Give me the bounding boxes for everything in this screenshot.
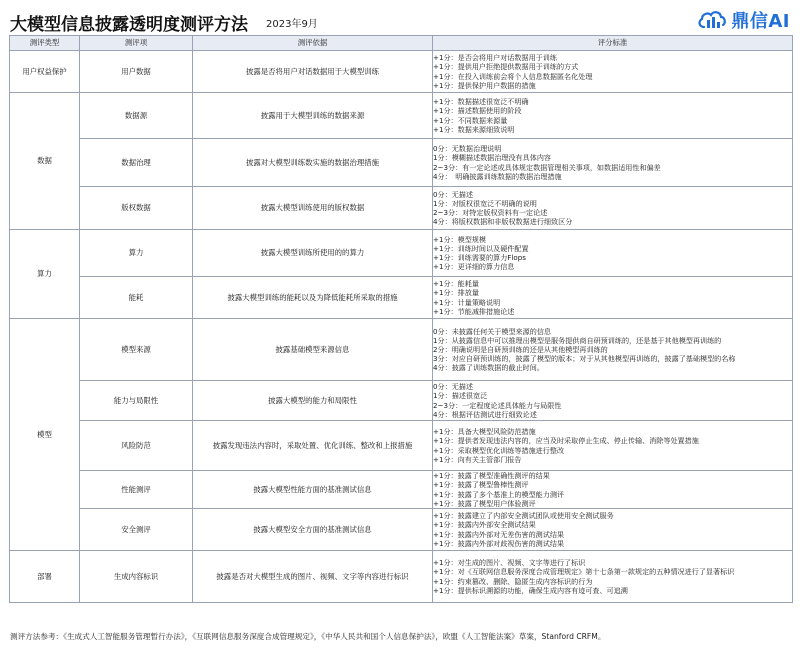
basis-cell: 披露发现违法内容时，采取处置、优化训练、整改和上报措施	[193, 421, 433, 471]
footer-reference: 测评方法参考：《生成式人工智能服务管理暂行办法》，《互联网信息服务深度合成管理规定》，《中华人民共和国个人信息保护法》，欧盟《人工智能法案》草案，Stanford CRFM。	[10, 632, 606, 641]
brand-logo	[697, 8, 790, 32]
column-header-category: 测评类型	[10, 36, 80, 51]
criteria-line: +1分：能耗量	[433, 279, 479, 289]
item-cell: 数据治理	[80, 139, 193, 187]
criteria-line: +1分：训练时间以及硬件配置	[433, 243, 529, 253]
criteria-line: +1分：提供用户拒绝提供数据用于训练的方式	[433, 62, 579, 72]
item-cell: 性能测评	[80, 471, 193, 509]
criteria-cell	[433, 51, 793, 93]
criteria-line: 2~3分：一定程度论述具体能力与局限性	[433, 400, 562, 410]
criteria-line: +1分：披露建立了内部安全测试团队或使用安全测试服务	[433, 511, 614, 521]
basis-cell: 披露大模型训练的能耗以及为降低能耗所采取的措施	[193, 277, 433, 319]
criteria-line: +1分：提供者发现违法内容的，应当及时采取停止生成、停止传输、消除等处置措施	[433, 436, 699, 446]
item-cell: 安全测评	[80, 509, 193, 551]
basis-cell: 披露对大模型训练数实施的数据治理措施	[193, 139, 433, 187]
criteria-line: +1分：是否会将用户对话数据用于训练	[433, 53, 557, 63]
item-cell: 算力	[80, 230, 193, 277]
table-row	[10, 139, 793, 187]
item-cell: 生成内容标识	[80, 551, 193, 603]
basis-cell: 披露用于大模型训练的数据来源	[193, 93, 433, 139]
column-header-basis: 测评依据	[193, 36, 433, 51]
item-cell: 能力与局限性	[80, 381, 193, 421]
criteria-line: +1分：披露内外部对无差伤害的测试结果	[433, 529, 565, 539]
criteria-cell	[433, 319, 793, 381]
column-header-criteria: 评分标准	[433, 36, 793, 51]
criteria-line: +1分：提供标识溯源的功能，确保生成内容有迹可查、可追溯	[433, 585, 628, 595]
criteria-line: +1分：披露了模型鲁棒性测评	[433, 480, 529, 490]
criteria-line: +1分：对生成的图片、视频、文字等进行了标识	[433, 558, 586, 568]
criteria-line: 4分：将版权数据和非版权数据进行细致区分	[433, 217, 573, 227]
criteria-line: 4分： 明确披露训练数据的数据治理措施	[433, 171, 562, 181]
criteria-line: 1分：对版权很宽泛不明确的说明	[433, 198, 537, 208]
criteria-line: 0分：未披露任何关于模型来源的信息	[433, 326, 552, 336]
criteria-line: +1分：提供保护用户数据的措施	[433, 80, 536, 90]
table-row	[10, 230, 793, 277]
criteria-cell	[433, 277, 793, 319]
criteria-cell	[433, 471, 793, 509]
basis-cell: 披露是否对大模型生成的图片、视频、文字等内容进行标识	[193, 551, 433, 603]
table-row	[10, 187, 793, 230]
table-row	[10, 93, 793, 139]
table-row	[10, 381, 793, 421]
cloud-logo-icon	[697, 9, 727, 31]
table-row	[10, 421, 793, 471]
table-row	[10, 277, 793, 319]
category-cell: 部署	[10, 551, 80, 603]
criteria-line: 1分：从披露信息中可以推理出模型是服务提供商自研预训练的，还是基于其他模型再训练的	[433, 335, 722, 345]
basis-cell: 披露大模型性能方面的基准测试信息	[193, 471, 433, 509]
criteria-cell	[433, 509, 793, 551]
item-cell: 模型来源	[80, 319, 193, 381]
basis-cell: 披露大模型的能力和局限性	[193, 381, 433, 421]
criteria-line: +1分：在投入训练前会将个人信息数据匿名化处理	[433, 71, 593, 81]
criteria-cell	[433, 139, 793, 187]
criteria-line: +1分：披露了模型准确性测评的结果	[433, 471, 550, 481]
criteria-cell	[433, 187, 793, 230]
criteria-line: 3分：对应自研预训练的，披露了模型的版本；对于从其他模型再训练的，披露了基础模型的名称	[433, 354, 736, 364]
basis-cell: 披露大模型训练所使用的的算力	[193, 230, 433, 277]
criteria-cell	[433, 551, 793, 603]
table-row	[10, 509, 793, 551]
category-cell: 算力	[10, 230, 80, 319]
criteria-line: 1分：描述很宽泛	[433, 391, 488, 401]
basis-cell: 披露基础模型来源信息	[193, 319, 433, 381]
criteria-line: +1分：对《互联网信息服务深度合成管理规定》第十七条第一款规定的五种情况进行了显著标识	[433, 567, 735, 577]
item-cell: 版权数据	[80, 187, 193, 230]
criteria-line: +1分：披露了模型用户体验测评	[433, 498, 536, 508]
evaluation-table	[9, 35, 793, 603]
criteria-line: +1分：披露了多个基准上的模型能力测评	[433, 489, 565, 499]
criteria-line: +1分：披露内外部对歧视伤害的测试结果	[433, 538, 565, 548]
page-title: 大模型信息披露透明度测评方法	[10, 15, 248, 35]
criteria-cell	[433, 93, 793, 139]
table-row	[10, 471, 793, 509]
criteria-line: +1分：数据来源细致说明	[433, 124, 515, 134]
criteria-line: +1分：模型规模	[433, 234, 487, 244]
criteria-cell	[433, 421, 793, 471]
criteria-line: 4分：披露了训练数据的截止时间。	[433, 363, 544, 373]
criteria-line: 0分：无描述	[433, 382, 473, 392]
page-date: 2023年9月	[266, 19, 318, 30]
criteria-line: 2~3分：有一定论述或具体规定数据管理相关事项，如数据适用性和偏差	[433, 162, 661, 172]
page-header	[6, 4, 794, 34]
table-header-row	[10, 36, 793, 51]
criteria-line: +1分：节能减排措施论述	[433, 306, 515, 316]
criteria-line: 0分：无描述	[433, 189, 473, 199]
item-cell: 能耗	[80, 277, 193, 319]
criteria-cell	[433, 230, 793, 277]
criteria-line: +1分：描述数据使用的阶段	[433, 106, 522, 116]
criteria-line: 4分：根据评估测试进行细致论述	[433, 409, 537, 419]
column-header-item: 测评项	[80, 36, 193, 51]
criteria-line: +1分：具备大模型风险防范措施	[433, 427, 536, 437]
category-cell: 模型	[10, 319, 80, 551]
item-cell: 数据源	[80, 93, 193, 139]
item-cell: 风险防范	[80, 421, 193, 471]
criteria-line: 0分：无数据治理说明	[433, 144, 502, 154]
criteria-line: +1分：不同数据来源量	[433, 115, 508, 125]
criteria-line: +1分：采取模型优化训练等措施进行整改	[433, 445, 565, 455]
table-row	[10, 51, 793, 93]
criteria-cell	[433, 381, 793, 421]
basis-cell: 披露是否将用户对话数据用于大模型训练	[193, 51, 433, 93]
criteria-line: +1分：训练需要的算力Flops	[433, 253, 526, 262]
category-cell: 数据	[10, 93, 80, 230]
brand-name: 鼎信AI	[731, 11, 790, 32]
basis-cell: 披露大模型安全方面的基准测试信息	[193, 509, 433, 551]
criteria-line: 2分：明确说明是自研预训练的还是从其他模型再训练的	[433, 344, 608, 354]
criteria-line: 1分：模糊描述数据治理没有具体内容	[433, 153, 552, 163]
criteria-line: 2~3分：对特定版权资料有一定论述	[433, 208, 548, 217]
criteria-line: +1分：披露内外部安全测试结果	[433, 520, 536, 530]
criteria-line: +1分：更详细的算力信息	[433, 262, 515, 272]
criteria-line: +1分：约束篡改、删除、隐匿生成内容标识的行为	[433, 576, 593, 586]
criteria-line: +1分：向有关主管部门报告	[433, 454, 522, 464]
table-row	[10, 319, 793, 381]
criteria-line: +1分：排放量	[433, 288, 479, 298]
basis-cell: 披露大模型训练使用的版权数据	[193, 187, 433, 230]
table-row	[10, 551, 793, 603]
criteria-line: +1分：计量策略说明	[433, 297, 501, 307]
item-cell: 用户数据	[80, 51, 193, 93]
category-cell: 用户权益保护	[10, 51, 80, 93]
criteria-line: +1分：数据描述很宽泛不明确	[433, 97, 529, 107]
